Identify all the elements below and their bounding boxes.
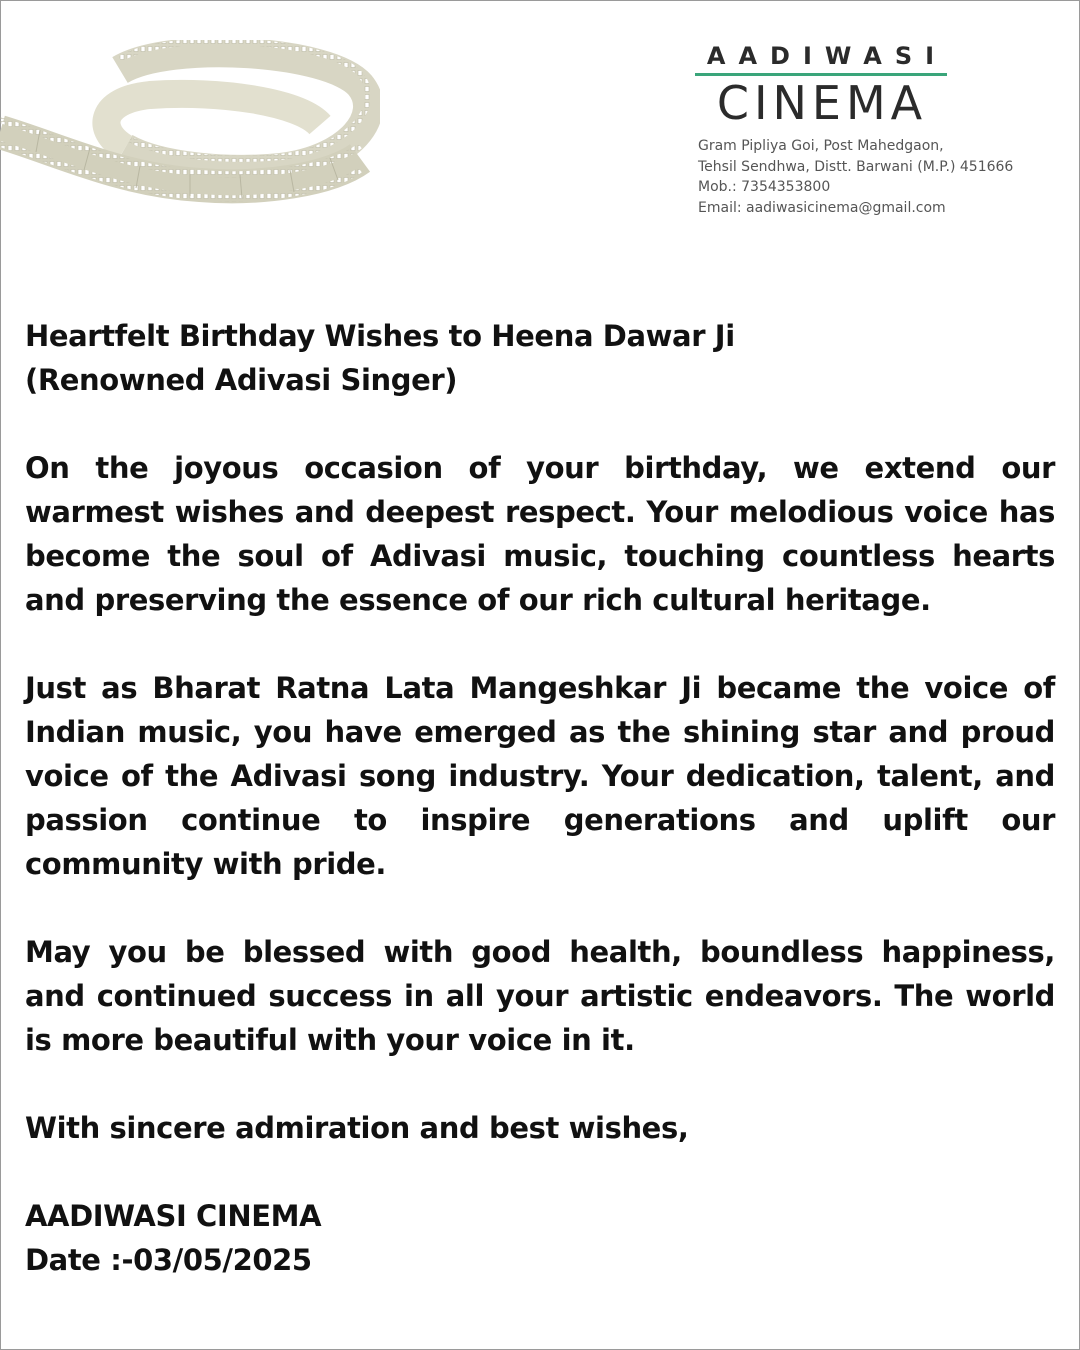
address-line-2: Tehsil Sendhwa, Distt. Barwani (M.P.) 451666 [698,158,1014,175]
title-line-1: Heartfelt Birthday Wishes to Heena Dawar Ji [25,319,735,353]
closing-line: With sincere admiration and best wishes, [25,1111,689,1145]
signature-block [25,1194,1055,1282]
address-line-1: Gram Pipliya Goi, Post Mahedgaon, [698,138,944,154]
mobile-number: Mob.: 7354353800 [698,179,831,195]
paragraph-1: On the joyous occasion of your birthday, we extend our warmest wishes and deepest respect. Your melodious voice has become the soul of Adivasi music, touching countless hearts and preserving the essence of our rich cultural heritage. [25,451,1055,617]
signature-name: AADIWASI CINEMA [25,1199,322,1233]
email-address: Email: aadiwasicinema@gmail.com [698,199,946,216]
film-strip-icon [0,40,380,220]
title-line-2: (Renowned Adivasi Singer) [25,363,458,397]
letter-date: Date :-03/05/2025 [25,1243,312,1277]
contact-block [698,136,1013,218]
letter-title [25,314,1055,402]
paragraph-2: Just as Bharat Ratna Lata Mangeshkar Ji became the voice of Indian music, you have emerged as the shining star and proud voice of the Adivasi song industry. Your dedication, talent, and passion continue to inspire generations and uplift our community with pride. [25,671,1055,881]
paragraph-3: May you be blessed with good health, boundless happiness, and continued success in all your artistic endeavors. The world is more beautiful with your voice in it. [25,935,1055,1057]
letter-body [25,314,1055,1282]
logo-main-text: CINEMA [716,76,928,130]
logo-top-text: AADIWASI [706,42,948,70]
brand-logo [692,42,952,128]
